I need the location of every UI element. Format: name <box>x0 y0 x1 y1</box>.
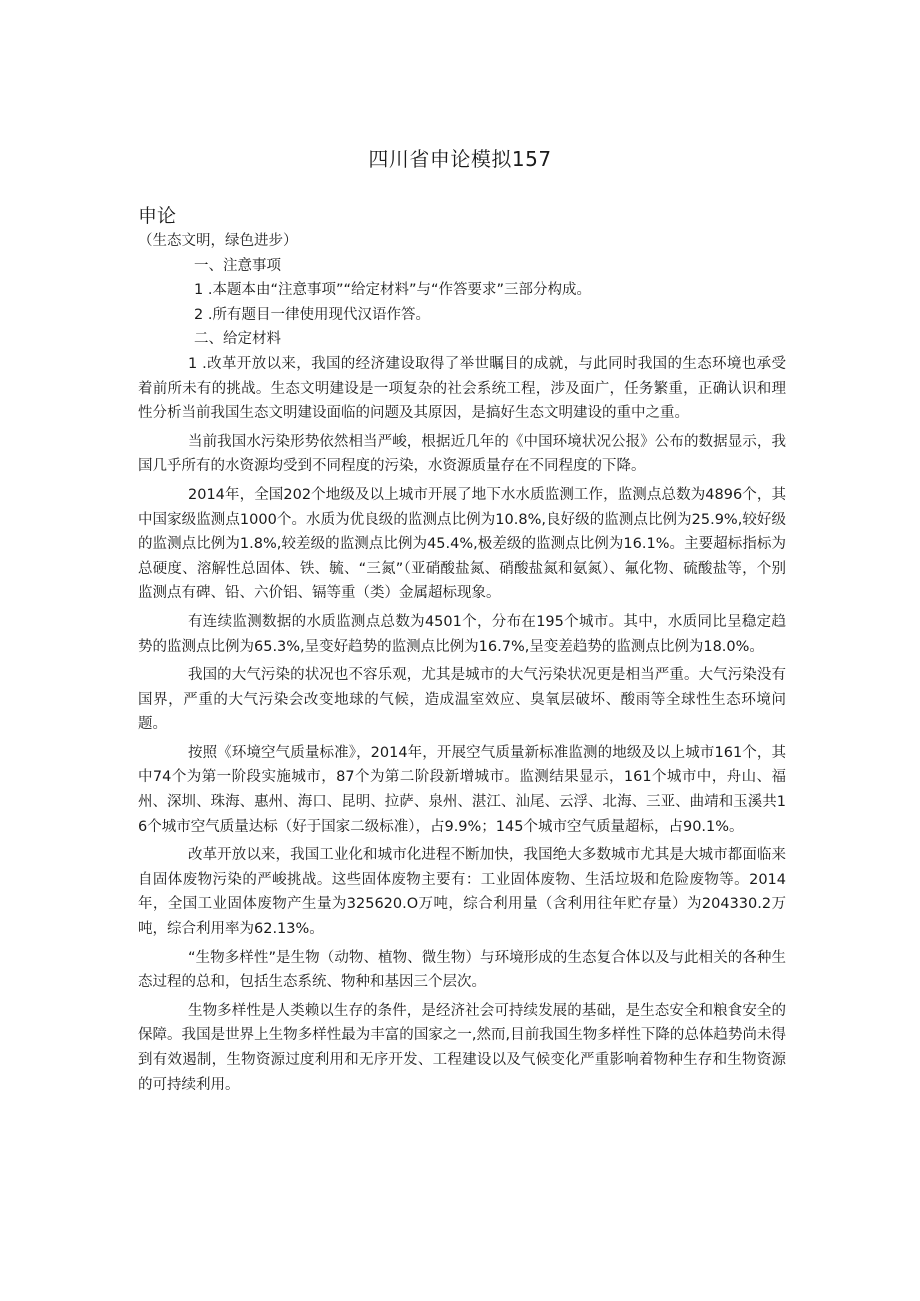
paragraph: 2014年，全国202个地级及以上城市开展了地下水水质监测工作，监测点总数为4896个，其中国家级监测点1000个。水质为优良级的监测点比例为10.8%,良好级的监测点比例为25.9%,较好级的监测点比例为1.8%,较差级的监测点比例为45.4%,极差级的监测点比例为16.1%。主要超标指标为总硬度、溶解性总固体、铁、毓、“三氮”（亚硝酸盐氮、硝酸盐氮和氨氮）、氟化物、硫酸盐等，个别监测点有碑、铅、六价铝、镉等重（类）金属超标现象。 <box>138 486 786 602</box>
material-heading: 二、给定材料 <box>194 331 281 348</box>
document-subtitle: （生态文明，绿色进步） <box>138 233 298 249</box>
paragraph: 有连续监测数据的水质监测点总数为4501个，分布在195个城市。其中，水质同比呈稳定趋势的监测点比例为65.3%,呈变好趋势的监测点比例为16.7%,呈变差趋势的监测点比例为18.0%。 <box>138 613 786 655</box>
paragraph: 我国的大气污染的状况也不容乐观，尤其是城市的大气污染状况更是相当严重。大气污染没有国界，严重的大气污染会改变地球的气候，造成温室效应、臭氧层破坏、酸雨等全球性生态环境问题。 <box>138 667 786 733</box>
paragraph: 按照《环境空气质量标准》，2014年，开展空气质量新标准监测的地级及以上城市161个，其中74个为第一阶段实施城市，87个为第二阶段新增城市。监测结果显示，161个城市中，舟山、福州、深圳、珠海、惠州、海口、昆明、拉萨、泉州、湛江、汕尾、云浮、北海、三亚、曲靖和玉溪共16个城市空气质量达标（好于国家二级标准），占9.9%；145个城市空气质量超标，占90.1%。 <box>138 744 786 835</box>
paragraph: 生物多样性是人类赖以生存的条件，是经济社会可持续发展的基础，是生态安全和粮食安全的保障。我国是世界上生物多样性最为丰富的国家之一,然而,目前我国生物多样性下降的总体趋势尚未得到有效遏制，生物资源过度利用和无序开发、工程建设以及气候变化严重影响着物种生存和生物资源的可持续利用。 <box>138 1002 786 1093</box>
document-title: 四川省申论模拟157 <box>368 147 552 171</box>
document-body <box>138 229 786 1097</box>
notice-heading: 一、注意事项 <box>194 257 281 274</box>
section-heading: 申论 <box>138 205 177 227</box>
notice-item: 1 .本题本由“注意事项”“给定材料”与“作答要求”三部分构成。 <box>194 282 592 299</box>
notice-item: 2 .所有题目一律使用现代汉语作答。 <box>194 306 430 323</box>
paragraph: 改革开放以来，我国工业化和城市化进程不断加快，我国绝大多数城市尤其是大城市都面临来自固体废物污染的严峻挑战。这些固体废物主要有：工业固体废物、生活垃圾和危险废物等。2014年，全国工业固体废物产生量为325620.O万吨，综合利用量（含利用往年贮存量）为204330.2万吨，综合利用率为62.13%。 <box>138 847 786 938</box>
paragraph: 1 .改革开放以来，我国的经济建设取得了举世瞩目的成就，与此同时我国的生态环境也承受着前所未有的挑战。生态文明建设是一项复杂的社会系统工程，涉及面广，任务繁重，正确认识和理性分析当前我国生态文明建设面临的问题及其原因，是搞好生态文明建设的重中之重。 <box>138 355 786 422</box>
paragraph: “生物多样性”是生物（动物、植物、微生物）与环境形成的生态复合体以及与此相关的各种生态过程的总和，包括生态系统、物种和基因三个层次。 <box>138 949 786 991</box>
paragraph: 当前我国水污染形势依然相当严峻，根据近几年的《中国环境状况公报》公布的数据显示，我国几乎所有的水资源均受到不同程度的污染，水资源质量存在不同程度的下降。 <box>138 433 786 475</box>
